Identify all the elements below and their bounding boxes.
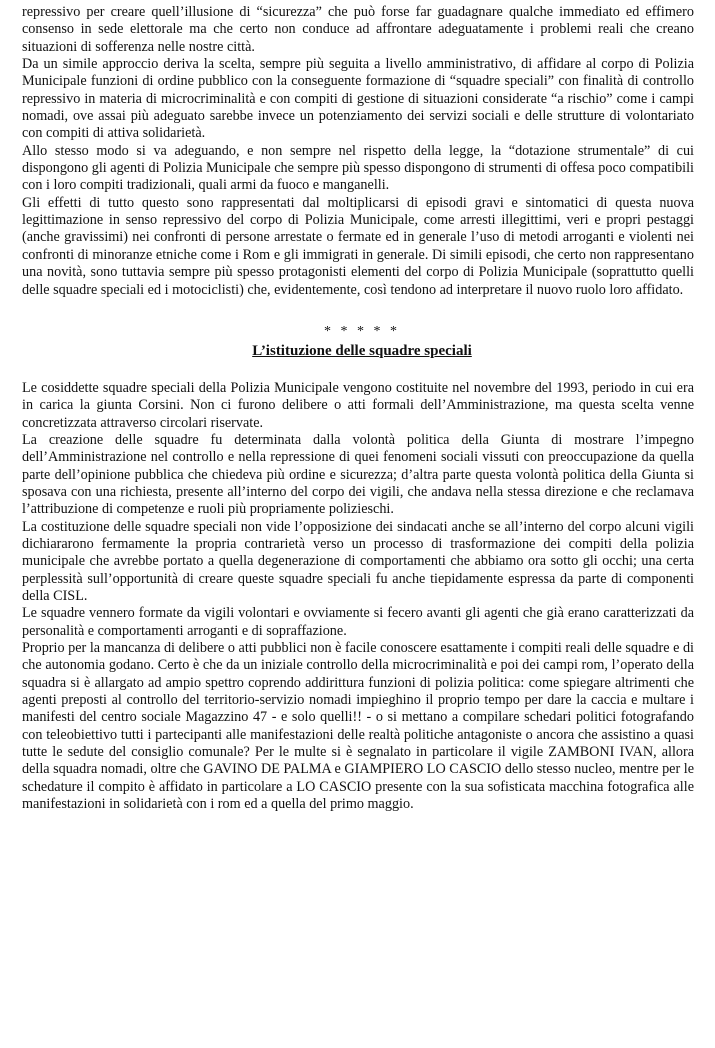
intro-paragraph-3: Allo stesso modo si va adeguando, e non sempre nel rispetto della legge, la “dotazione strumentale” di cui dispongono gli agenti di Polizia Municipale che sempre più spesso dispongono di strumenti di offesa poco compatibili con i loro compiti tradizionali, quali armi da fuoco e manganelli. — [22, 142, 694, 194]
document-page — [22, 4, 694, 813]
section-paragraph-1: Le cosiddette squadre speciali della Polizia Municipale vengono costituite nel novembre del 1993, periodo in cui era in carica la giunta Corsini. Non ci furono delibere o atti formali dell’Amministrazione, ma questa scelta venne concretizzata attraverso circolari riservate. — [22, 379, 694, 431]
title-gap — [22, 361, 694, 380]
section-paragraph-4: Le squadre vennero formate da vigili volontari e ovviamente si fecero avanti gli agenti che già erano caratterizzati da personalità e comportamenti arroganti e di sopraffazione. — [22, 605, 694, 639]
intro-paragraph-2: Da un simile approccio deriva la scelta, sempre più seguita a livello amministrativo, di affidare al corpo di Polizia Municipale funzioni di ordine pubblico con la conseguente formazione di “squadre speciali” con finalità di controllo repressivo in materia di microcriminalità e con compiti di gestione di situazioni considerate “a rischio” come i campi nomadi, ove assai più adeguato sarebbe invece un potenziamento dei servizi sociali e delle strutture di volontariato con compiti di attiva solidarietà. — [22, 56, 694, 142]
section-paragraph-2: La creazione delle squadre fu determinata dalla volontà politica della Giunta di mostrare l’impegno dell’Amministrazione nel controllo e nella repressione di quei fenomeni sociali vissuti con preoccupazione da quella parte dell’opinione pubblica che chiedeva più ordine e sicurezza; d’altra parte questa volontà politica della Giunta si sposava con una richiesta, presente all’interno del corpo dei vigili, che andava nella stessa direzione e che reclamava l’attribuzione di competenze e ruoli più propriamente polizieschi. — [22, 431, 694, 518]
section-paragraph-5: Proprio per la mancanza di delibere o atti pubblici non è facile conoscere esattamente i compiti reali delle squadre e di che autonomia godano. Certo è che da un iniziale controllo della microcriminalità e poi dei campi rom, l’operato della squadra si è allargato ad ampio spettro coprendo addirittura funzioni di polizia politica: come spiegare altrimenti che agenti preposti al controllo del territorio-servizio nomadi impieghino il proprio tempo per dare la caccia e multare i manifesti del centro sociale Magazzino 47 - e solo quelli!! - o si mettano a compilare schedari politici fotografando con teleobiettivo tutti i partecipanti alle manifestazioni delle realtà politiche antagoniste o ancora che assistino a quasi tutte le sedute del consiglio comunale? Per le multe si è segnalato in particolare il vigile ZAMBONI IVAN, allora della squadra nomadi, oltre che GAVINO DE PALMA e GIAMPIERO LO CASCIO dello stesso nucleo, mentre per le schedature il compito è affidato in particolare a LO CASCIO presente con la sua sofisticata macchina fotografica alle manifestazioni in solidarietà con i rom ed a quella del primo maggio. — [22, 640, 694, 813]
section-separator: * * * * * — [324, 323, 400, 339]
section-paragraph-3: La costituzione delle squadre speciali non vide l’opposizione dei sindacati anche se all’interno del corpo alcuni vigili dichiararono fermamente la propria contrarietà verso un processo di trasformazione dei compiti della polizia municipale che avrebbe portato a quella degenerazione di comportamenti che abbiamo ora sotto gli occhi; una certa perplessità sull’opportunità di creare queste squadre speciali fu anche tiepidamente espressa da parte di componenti della CISL. — [22, 518, 694, 604]
intro-paragraph-4: Gli effetti di tutto questo sono rappresentati dal moltiplicarsi di episodi gravi e sintomatici di questa nuova legittimazione in senso repressivo del corpo di Polizia Municipale, come arresti illegittimi, veri e propri pestaggi (anche gravissimi) nei confronti di persone arrestate o fermate ed in generale l’uso di metodi arroganti e violenti nei confronti di minoranze etniche come i Rom e gli immigrati in generale. Di simili episodi, che certo non rappresentano una novità, sono tuttavia sempre più spesso protagonisti elementi del corpo di Polizia Municipale (soprattutto quelli delle squadre speciali ed i motociclisti) che, evidentemente, così tendono ad interpretare il nuovo ruolo loro affidato. — [22, 194, 694, 298]
intro-paragraph-1: repressivo per creare quell’illusione di “sicurezza” che può forse far guadagnare qualche immediato ed effimero consenso in sede elettorale ma che certo non conduce ad affrontare adeguatamente i problemi reali che creano situazioni di sofferenza nelle nostre città. — [22, 4, 694, 55]
section-gap — [22, 299, 694, 323]
section-title: L’istituzione delle squadre speciali — [252, 342, 472, 359]
